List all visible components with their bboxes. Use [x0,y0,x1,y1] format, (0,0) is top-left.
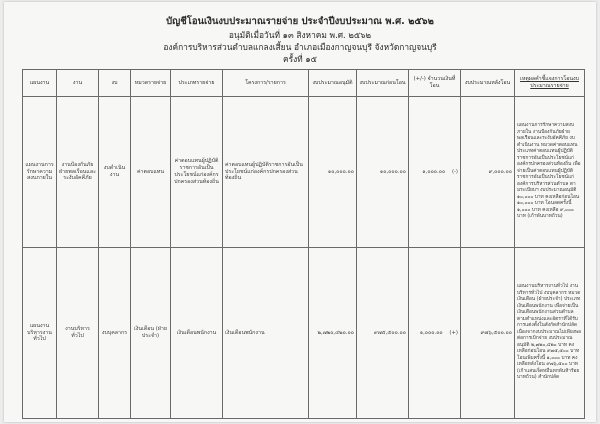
cell-approved: ๑๐,๐๐๐.๐๐ [309,97,357,248]
table-row [23,248,585,419]
amount-value: ๑,๐๐๐.๐๐ [422,168,446,175]
col-header-category: หมวดรายจ่าย [131,70,171,97]
col-header-plan: แผนงาน [23,70,57,97]
organization-name: องค์การบริหารส่วนตำบลแกลงเสี้ยน อำเภอเมืองกาญจนบุรี จังหวัดกาญจนบุรี [163,42,437,52]
cell-reason: แผนงานบริหารงานทั่วไป งานบริหารทั่วไป งบบุคลากร หมวดเงินเดือน (ฝ่ายประจำ) ประเภทเงินเดือนพนักงาน เพื่อจ่ายเป็นเงินเดือนพนักงานส่วนตำบล ตามตำแหน่งและอัตราที่ได้รับการแต่งตั้งในสังกัดสำนักปลัด เนื่องจากงบประมาณไม่เพียงพอต่อการเบิกจ่าย งบประมาณอนุมัติ ๒,๗๒๐,๔๒๐ บาท คงเหลือก่อนโอน ๙๗๕,๕๐๐ บาท โอนเพิ่มครั้งนี้ ๑,๐๐๐ บาท คงเหลือหลังโอน ๙๗๖,๕๐๐ บาท (เก้าแสนเจ็ดหมื่นหกพันห้าร้อยบาทถ้วน) สำนักปลัด [515,248,585,419]
cell-plan: แผนงานการรักษาความสงบภายใน [23,97,57,248]
cell-project: ค่าตอบแทนผู้ปฏิบัติราชการอันเป็นประโยชน์แก่องค์กรปกครองส่วนท้องถิ่น [223,97,309,248]
cell-category: ค่าตอบแทน [131,97,171,248]
transfer-round: ครั้งที่ ๑๕ [282,54,318,64]
cell-project: เงินเดือนพนักงาน [223,248,309,419]
col-header-budget-group: งบ [99,70,131,97]
cell-plan: แผนงานบริหารงานทั่วไป [23,248,57,419]
cell-amount [409,97,461,248]
approval-date: อนุมัติเมื่อวันที่ ๑๓ สิงหาคม พ.ศ. ๒๕๖๒ [228,30,372,40]
table-header-row [23,70,585,97]
col-header-type: ประเภทรายจ่าย [171,70,223,97]
cell-budget-group: งบดำเนินงาน [99,97,131,248]
amount-value: ๑,๐๐๐.๐๐ [419,329,443,336]
table-row [23,97,585,248]
cell-after: ๙๗๖,๕๐๐.๐๐ [461,248,515,419]
amount-sign: (-) [451,168,458,175]
col-header-amount: (+/-) จำนวนเงินที่โอน [409,70,461,97]
cell-type: เงินเดือนพนักงาน [171,248,223,419]
cell-amount [409,248,461,419]
cell-reason: แผนงานการรักษาความสงบภายใน งานป้องกันภัยฝ่ายพลเรือนและระงับอัคคีภัย งบดำเนินงาน หมวดค่าตอบแทน ประเภทค่าตอบแทนผู้ปฏิบัติราชการอันเป็นประโยชน์แก่องค์กรปกครองส่วนท้องถิ่น เพื่อจ่ายเป็นค่าตอบแทนผู้ปฏิบัติราชการอันเป็นประโยชน์แก่องค์การบริหารส่วนตำบล ตามระเบียบฯ งบประมาณอนุมัติ ๑๐,๐๐๐ บาท คงเหลือก่อนโอน ๑๐,๐๐๐ บาท โอนลดครั้งนี้ ๑,๐๐๐ บาท คงเหลือ ๙,๐๐๐ บาท (เก้าพันบาทถ้วน) [515,97,585,248]
budget-transfer-table [22,69,585,419]
col-header-before: งบประมาณก่อนโอน [357,70,409,97]
col-header-approved: งบประมาณอนุมัติ [309,70,357,97]
cell-after: ๙,๐๐๐.๐๐ [461,97,515,248]
cell-before: ๑๐,๐๐๐.๐๐ [357,97,409,248]
col-header-after: งบประมาณหลังโอน [461,70,515,97]
document-sheet [4,2,596,422]
amount-sign: (+) [449,329,458,336]
cell-category: เงินเดือน (ฝ่ายประจำ) [131,248,171,419]
cell-before: ๙๗๕,๕๐๐.๐๐ [357,248,409,419]
cell-work: งานป้องกันภัยฝ่ายพลเรือนและระงับอัคคีภัย [57,97,99,248]
col-header-reason: เหตุผลคำชี้แจงการโอนงบประมาณรายจ่าย [515,70,585,97]
col-header-project: โครงการ/รายการ [223,70,309,97]
cell-type: ค่าตอบแทนผู้ปฏิบัติราชการอันเป็นประโยชน์แก่องค์กรปกครองส่วนท้องถิ่น [171,97,223,248]
document-title: บัญชีโอนเงินงบประมาณรายจ่าย ประจำปีงบประมาณ พ.ศ. ๒๕๖๒ [166,16,434,27]
col-header-work: งาน [57,70,99,97]
cell-approved: ๒,๗๒๐,๔๒๐.๐๐ [309,248,357,419]
cell-work: งานบริหารทั่วไป [57,248,99,419]
cell-budget-group: งบบุคลากร [99,248,131,419]
